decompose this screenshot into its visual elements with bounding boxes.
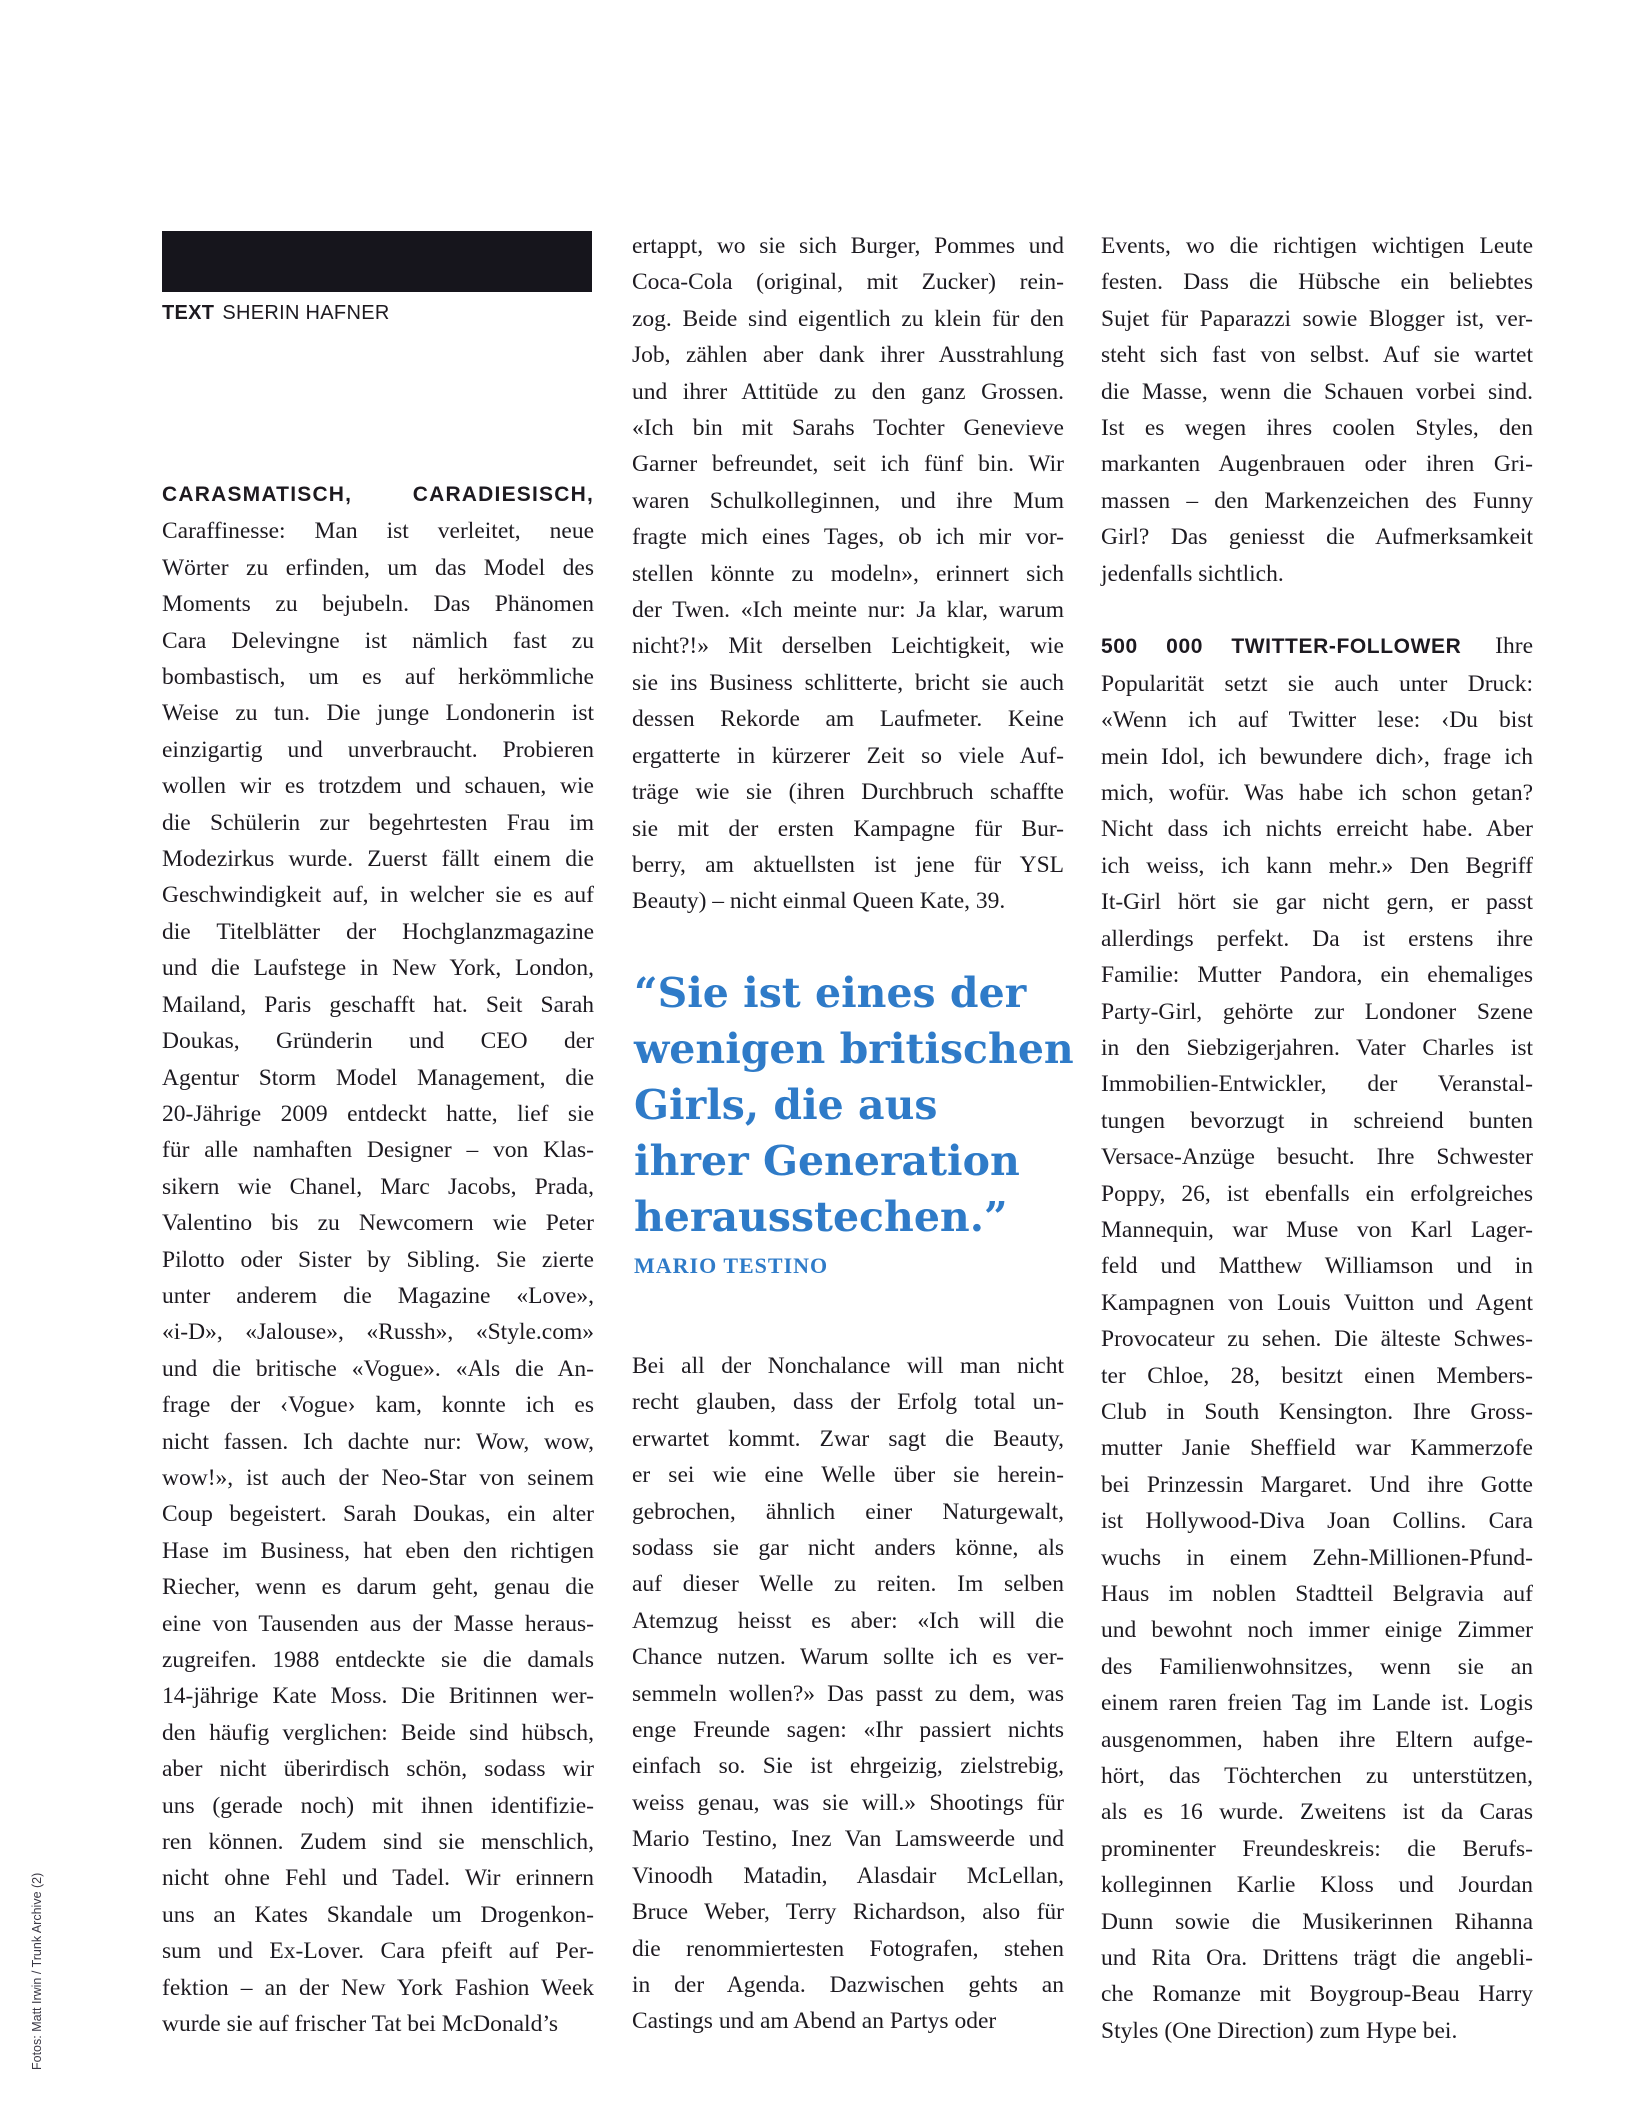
text-line: Vinoodh Matadin, Alasdair McLellan, — [632, 1862, 1064, 1889]
text-line: Girl? Das geniesst die Aufmerksamkeit — [1101, 524, 1533, 551]
text-line: ist Hollywood-Diva Joan Collins. Cara — [1101, 1508, 1533, 1535]
text-line: Geschwindigkeit auf, in welcher sie es auf — [162, 882, 594, 909]
text-line: Bei all der Nonchalance will man nicht — [632, 1353, 1064, 1379]
text-line: massen – den Markenzeichen des Funny — [1101, 487, 1533, 514]
text-line: dessen Rekorde am Laufmeter. Keine — [632, 706, 1064, 733]
text-line: 20-Jährige 2009 entdeckt hatte, lief sie — [162, 1100, 594, 1127]
text-line: Girls, die aus — [634, 1081, 938, 1129]
text-line: zog. Beide sind eigentlich zu klein für den — [632, 305, 1064, 332]
text-line: Garner befreundet, seit ich fünf bin. Wir — [632, 451, 1064, 478]
text-line: nicht ohne Fehl und Tadel. Wir erinnern — [162, 1865, 594, 1892]
text-line: den häufig verglichen: Beide sind hübsch, — [162, 1719, 594, 1746]
text-line: che Romanze mit Boygroup-Beau Harry — [1101, 1981, 1533, 2008]
text-line: sie ins Business schlitterte, bricht sie auch — [632, 669, 1064, 696]
text-line: It-Girl hört sie gar nicht gern, er passt — [1101, 889, 1533, 916]
text-line: und bewohnt noch immer einige Zimmer — [1101, 1617, 1533, 1644]
section-heading-twitter: 500 000 TWITTER-FOLLOWER — [1101, 635, 1462, 659]
text-line: sum und Ex-Lover. Cara pfeift auf Per- — [162, 1938, 594, 1965]
text-line: die renommiertesten Fotografen, stehen — [632, 1935, 1064, 1962]
pull-quote-author: MARIO TESTINO — [634, 1253, 829, 1278]
text-line: Ist es wegen ihres coolen Styles, den — [1101, 415, 1533, 442]
text-line: Moments zu bejubeln. Das Phänomen — [162, 591, 594, 618]
text-line: weiss genau, was sie will.» Shootings für — [632, 1789, 1064, 1816]
text-line: ter Chloe, 28, besitzt einen Members- — [1101, 1362, 1533, 1389]
text-line: Chance nutzen. Warum sollte ich es ver- — [632, 1644, 1064, 1671]
text-line: Nicht dass ich nichts erreicht habe. Aber — [1101, 816, 1533, 843]
text-line: Hase im Business, hat eben den richtigen — [162, 1537, 594, 1564]
text-line: für alle namhaften Designer – von Klas- — [162, 1137, 594, 1164]
text-line: die Masse, wenn die Schauen vorbei sind. — [1101, 378, 1533, 405]
photo-credit: Fotos: Matt Irwin / Trunk Archive (2) — [30, 1872, 44, 2070]
text-line: einzigartig und unverbraucht. Probieren — [162, 736, 594, 763]
text-line: gebrochen, ähnlich einer Naturgewalt, — [632, 1498, 1064, 1525]
text-line: ihrer Generation — [634, 1137, 1020, 1185]
text-line: ertappt, wo sie sich Burger, Pommes und — [632, 233, 1064, 259]
text-line: bombastisch, um es auf herkömmliche — [162, 664, 594, 691]
text-line: sikern wie Chanel, Marc Jacobs, Prada, — [162, 1173, 594, 1200]
text-line: Mailand, Paris geschafft hat. Seit Sarah — [162, 991, 594, 1018]
text-line: 14-jährige Kate Moss. Die Britinnen wer- — [162, 1683, 594, 1710]
text-line: unter anderem die Magazine «Love», — [162, 1282, 594, 1309]
text-line: und ihrer Attitüde zu den ganz Grossen. — [632, 378, 1064, 405]
text-line: Doukas, Gründerin und CEO der — [162, 1028, 594, 1055]
text-line: mein Idol, ich bewundere dich›, frage ich — [1101, 743, 1533, 770]
text-line: Coca-Cola (original, mit Zucker) rein- — [632, 269, 1064, 296]
column-middle-top — [632, 228, 1064, 920]
text-line: berry, am aktuellsten ist jene für YSL — [632, 851, 1064, 878]
text-line: als es 16 wurde. Zweitens ist da Caras — [1101, 1799, 1533, 1826]
text-line: Valentino bis zu Newcomern wie Peter — [162, 1210, 594, 1237]
text-line: nicht?!» Mit derselben Leichtigkeit, wie — [632, 633, 1064, 660]
column-right — [1101, 228, 1533, 2049]
text-line: hört, das Töchterchen zu unterstützen, — [1101, 1763, 1533, 1790]
text-line: recht glauben, dass der Erfolg total un- — [632, 1389, 1064, 1416]
text-line: «i-D», «Jalouse», «Russh», «Style.com» — [162, 1319, 594, 1346]
text-line: Modezirkus wurde. Zuerst fällt einem die — [162, 846, 594, 873]
pull-quote-text — [634, 965, 1074, 1245]
text-line: auf dieser Welle zu reiten. Im selben — [632, 1571, 1064, 1598]
text-line: uns an Kates Skandale um Drogenkon- — [162, 1901, 594, 1928]
text-line: sodass sie gar nicht anders könne, als — [632, 1535, 1064, 1562]
text-line: «Ich bin mit Sarahs Tochter Genevieve — [632, 415, 1064, 442]
text-line: Events, wo die richtigen wichtigen Leute — [1101, 233, 1533, 259]
text-line: Weise zu tun. Die junge Londonerin ist — [162, 700, 594, 727]
text-line: und die Laufstege in New York, London, — [162, 955, 594, 982]
byline-label: TEXT — [162, 302, 215, 324]
text-line: markanten Augenbrauen oder ihren Gri- — [1101, 451, 1533, 478]
text-line: einfach so. Sie ist ehrgeizig, zielstrebig, — [632, 1753, 1064, 1780]
text-line: der Twen. «Ich meinte nur: Ja klar, warum — [632, 597, 1064, 624]
text-line: sie mit der ersten Kampagne für Bur- — [632, 815, 1064, 842]
text-line: festen. Dass die Hübsche ein beliebtes — [1101, 269, 1533, 296]
text-line: ergatterte in kürzerer Zeit so viele Auf- — [632, 742, 1064, 769]
text-line: Coup begeistert. Sarah Doukas, ein alter — [162, 1501, 594, 1528]
text-line: Atemzug heisst es aber: «Ich will die — [632, 1607, 1064, 1634]
text-line: Riecher, wenn es darum geht, genau die — [162, 1574, 594, 1601]
text-line: einem raren freien Tag im Lande ist. Logis — [1101, 1690, 1533, 1717]
byline-author: SHERIN HAFNER — [222, 302, 390, 324]
text-line: und Rita Ora. Drittens trägt die angebli- — [1101, 1945, 1533, 1972]
text-line: Haus im noblen Stadtteil Belgravia auf — [1101, 1581, 1533, 1608]
text-line: fektion – an der New York Fashion Week — [162, 1974, 594, 2001]
header-black-bar — [162, 231, 592, 292]
text-line: in den Siebzigerjahren. Vater Charles ist — [1101, 1034, 1533, 1061]
text-line: Agentur Storm Model Management, die — [162, 1064, 594, 1091]
text-line: zugreifen. 1988 entdeckte sie die damals — [162, 1647, 594, 1673]
text-line: Versace-Anzüge besucht. Ihre Schwester — [1101, 1144, 1533, 1171]
column-middle-bottom-text — [632, 1348, 1064, 2040]
text-line: Castings und am Abend an Partys oder — [632, 2008, 997, 2035]
text-line: Mario Testino, Inez Van Lamsweerde und — [632, 1826, 1064, 1853]
text-line: Dunn sowie die Musikerinnen Rihanna — [1101, 1908, 1533, 1935]
paragraph-spacer — [1101, 592, 1533, 628]
text-line: fragte mich eines Tages, ob ich mir vor- — [632, 524, 1064, 551]
text-line: ausgenommen, haben ihre Eltern aufge- — [1101, 1726, 1533, 1753]
column-right-bottom-text — [1101, 666, 1533, 2049]
byline — [162, 302, 390, 325]
text-line: steht sich fast von selbst. Auf sie wartet — [1101, 342, 1533, 369]
text-line: und die britische «Vogue». «Als die An- — [162, 1355, 594, 1382]
text-line: enge Freunde sagen: «Ihr passiert nichts — [632, 1717, 1064, 1744]
text-line: wurde sie auf frischer Tat bei McDonald’s — [162, 2011, 558, 2038]
text-line: aber nicht überirdisch schön, sodass wir — [162, 1756, 594, 1783]
text-line: feld und Matthew Williamson und in — [1101, 1253, 1533, 1280]
column-middle-top-text — [632, 228, 1064, 920]
text-line: erwartet kommt. Zwar sagt die Beauty, — [632, 1425, 1064, 1452]
text-line: Familie: Mutter Pandora, ein ehemaliges — [1101, 962, 1533, 989]
text-line: Kampagnen von Louis Vuitton und Agent — [1101, 1289, 1533, 1316]
column-left-text — [162, 513, 594, 2042]
text-line: herausstechen.” — [634, 1193, 1008, 1241]
text-line: Club in South Kensington. Ihre Gross- — [1101, 1398, 1533, 1425]
section-heading-twitter-line — [1101, 628, 1533, 665]
text-line: er sei wie eine Welle über sie herein- — [632, 1462, 1064, 1489]
text-line: nicht fassen. Ich dachte nur: Wow, wow, — [162, 1428, 594, 1455]
text-line: wenigen britischen — [634, 1025, 1074, 1073]
text-line: allerdings perfekt. Da ist erstens ihre — [1101, 925, 1533, 952]
column-left — [162, 477, 594, 2042]
text-line: Styles (One Direction) zum Hype bei. — [1101, 2017, 1458, 2044]
text-line: des Familienwohnsitzes, wenn sie an — [1101, 1653, 1533, 1680]
text-line: jedenfalls sichtlich. — [1101, 560, 1284, 587]
text-line: tungen bevorzugt in schreiend bunten — [1101, 1107, 1533, 1134]
text-line: Bruce Weber, Terry Richardson, also für — [632, 1899, 1064, 1926]
pull-quote — [634, 965, 1074, 1245]
text-line: Wörter zu erfinden, um das Model des — [162, 554, 594, 581]
text-line: die Titelblätter der Hochglanzmagazine — [162, 918, 594, 945]
text-line: Immobilien-Entwickler, der Veranstal- — [1101, 1071, 1533, 1098]
text-line: uns (gerade noch) mit ihnen identifizie- — [162, 1792, 594, 1819]
text-line: in der Agenda. Dazwischen gehts an — [632, 1971, 1064, 1998]
section-first-words: Ihre — [1495, 633, 1534, 660]
text-line: wow!», ist auch der Neo-Star von seinem — [162, 1464, 594, 1491]
text-line: Provocateur zu sehen. Die älteste Schwes- — [1101, 1326, 1533, 1353]
text-line: wuchs in einem Zehn-Millionen-Pfund- — [1101, 1544, 1533, 1571]
text-line: stellen könnte zu modeln», erinnert sich — [632, 560, 1064, 587]
text-line: träge wie sie (ihren Durchbruch schaffte — [632, 779, 1064, 806]
text-line: wollen wir es trotzdem und schauen, wie — [162, 773, 594, 800]
text-line: Sujet für Paparazzi sowie Blogger ist, ver- — [1101, 305, 1533, 332]
text-line: eine von Tausenden aus der Masse heraus- — [162, 1610, 594, 1637]
text-line: Pilotto oder Sister by Sibling. Sie zierte — [162, 1246, 594, 1273]
section-heading-carasmatisch: CARASMATISCH, CARADIESISCH, — [162, 483, 594, 506]
text-line: waren Schulkolleginnen, und ihre Mum — [632, 487, 1064, 514]
text-line: mich, wofür. Was habe ich schon getan? — [1101, 780, 1533, 807]
text-line: Job, zählen aber dank ihrer Ausstrahlung — [632, 342, 1064, 369]
text-line: bei Prinzessin Margaret. Und ihre Gotte — [1101, 1471, 1533, 1498]
text-line: Caraffinesse: Man ist verleitet, neue — [162, 518, 594, 545]
text-line: Mannequin, war Muse von Karl Lager- — [1101, 1216, 1533, 1243]
text-line: “Sie ist eines der — [634, 969, 1027, 1017]
text-line: prominenter Freundeskreis: die Berufs- — [1101, 1835, 1533, 1862]
text-line: ren können. Zudem sind sie menschlich, — [162, 1829, 594, 1856]
text-line: Party-Girl, gehörte zur Londoner Szene — [1101, 998, 1533, 1025]
text-line: Cara Delevingne ist nämlich fast zu — [162, 627, 594, 654]
text-line: frage der ‹Vogue› kam, konnte ich es — [162, 1392, 594, 1419]
text-line: mutter Janie Sheffield war Kammerzofe — [1101, 1435, 1533, 1462]
column-right-top-text — [1101, 228, 1533, 592]
text-line: «Wenn ich auf Twitter lese: ‹Du bist — [1101, 707, 1533, 734]
text-line: die Schülerin zur begehrtesten Frau im — [162, 809, 594, 836]
text-line: kolleginnen Karlie Kloss und Jourdan — [1101, 1872, 1533, 1899]
text-line: ich weiss, ich kann mehr.» Den Begriff — [1101, 852, 1533, 879]
text-line: Popularität setzt sie auch unter Druck: — [1101, 670, 1533, 697]
text-line: Poppy, 26, ist ebenfalls ein erfolgreiches — [1101, 1180, 1533, 1207]
text-line: Beauty) – nicht einmal Queen Kate, 39. — [632, 888, 1006, 915]
column-middle-bottom — [632, 1348, 1064, 2040]
text-line: semmeln wollen?» Das passt zu dem, was — [632, 1680, 1064, 1707]
